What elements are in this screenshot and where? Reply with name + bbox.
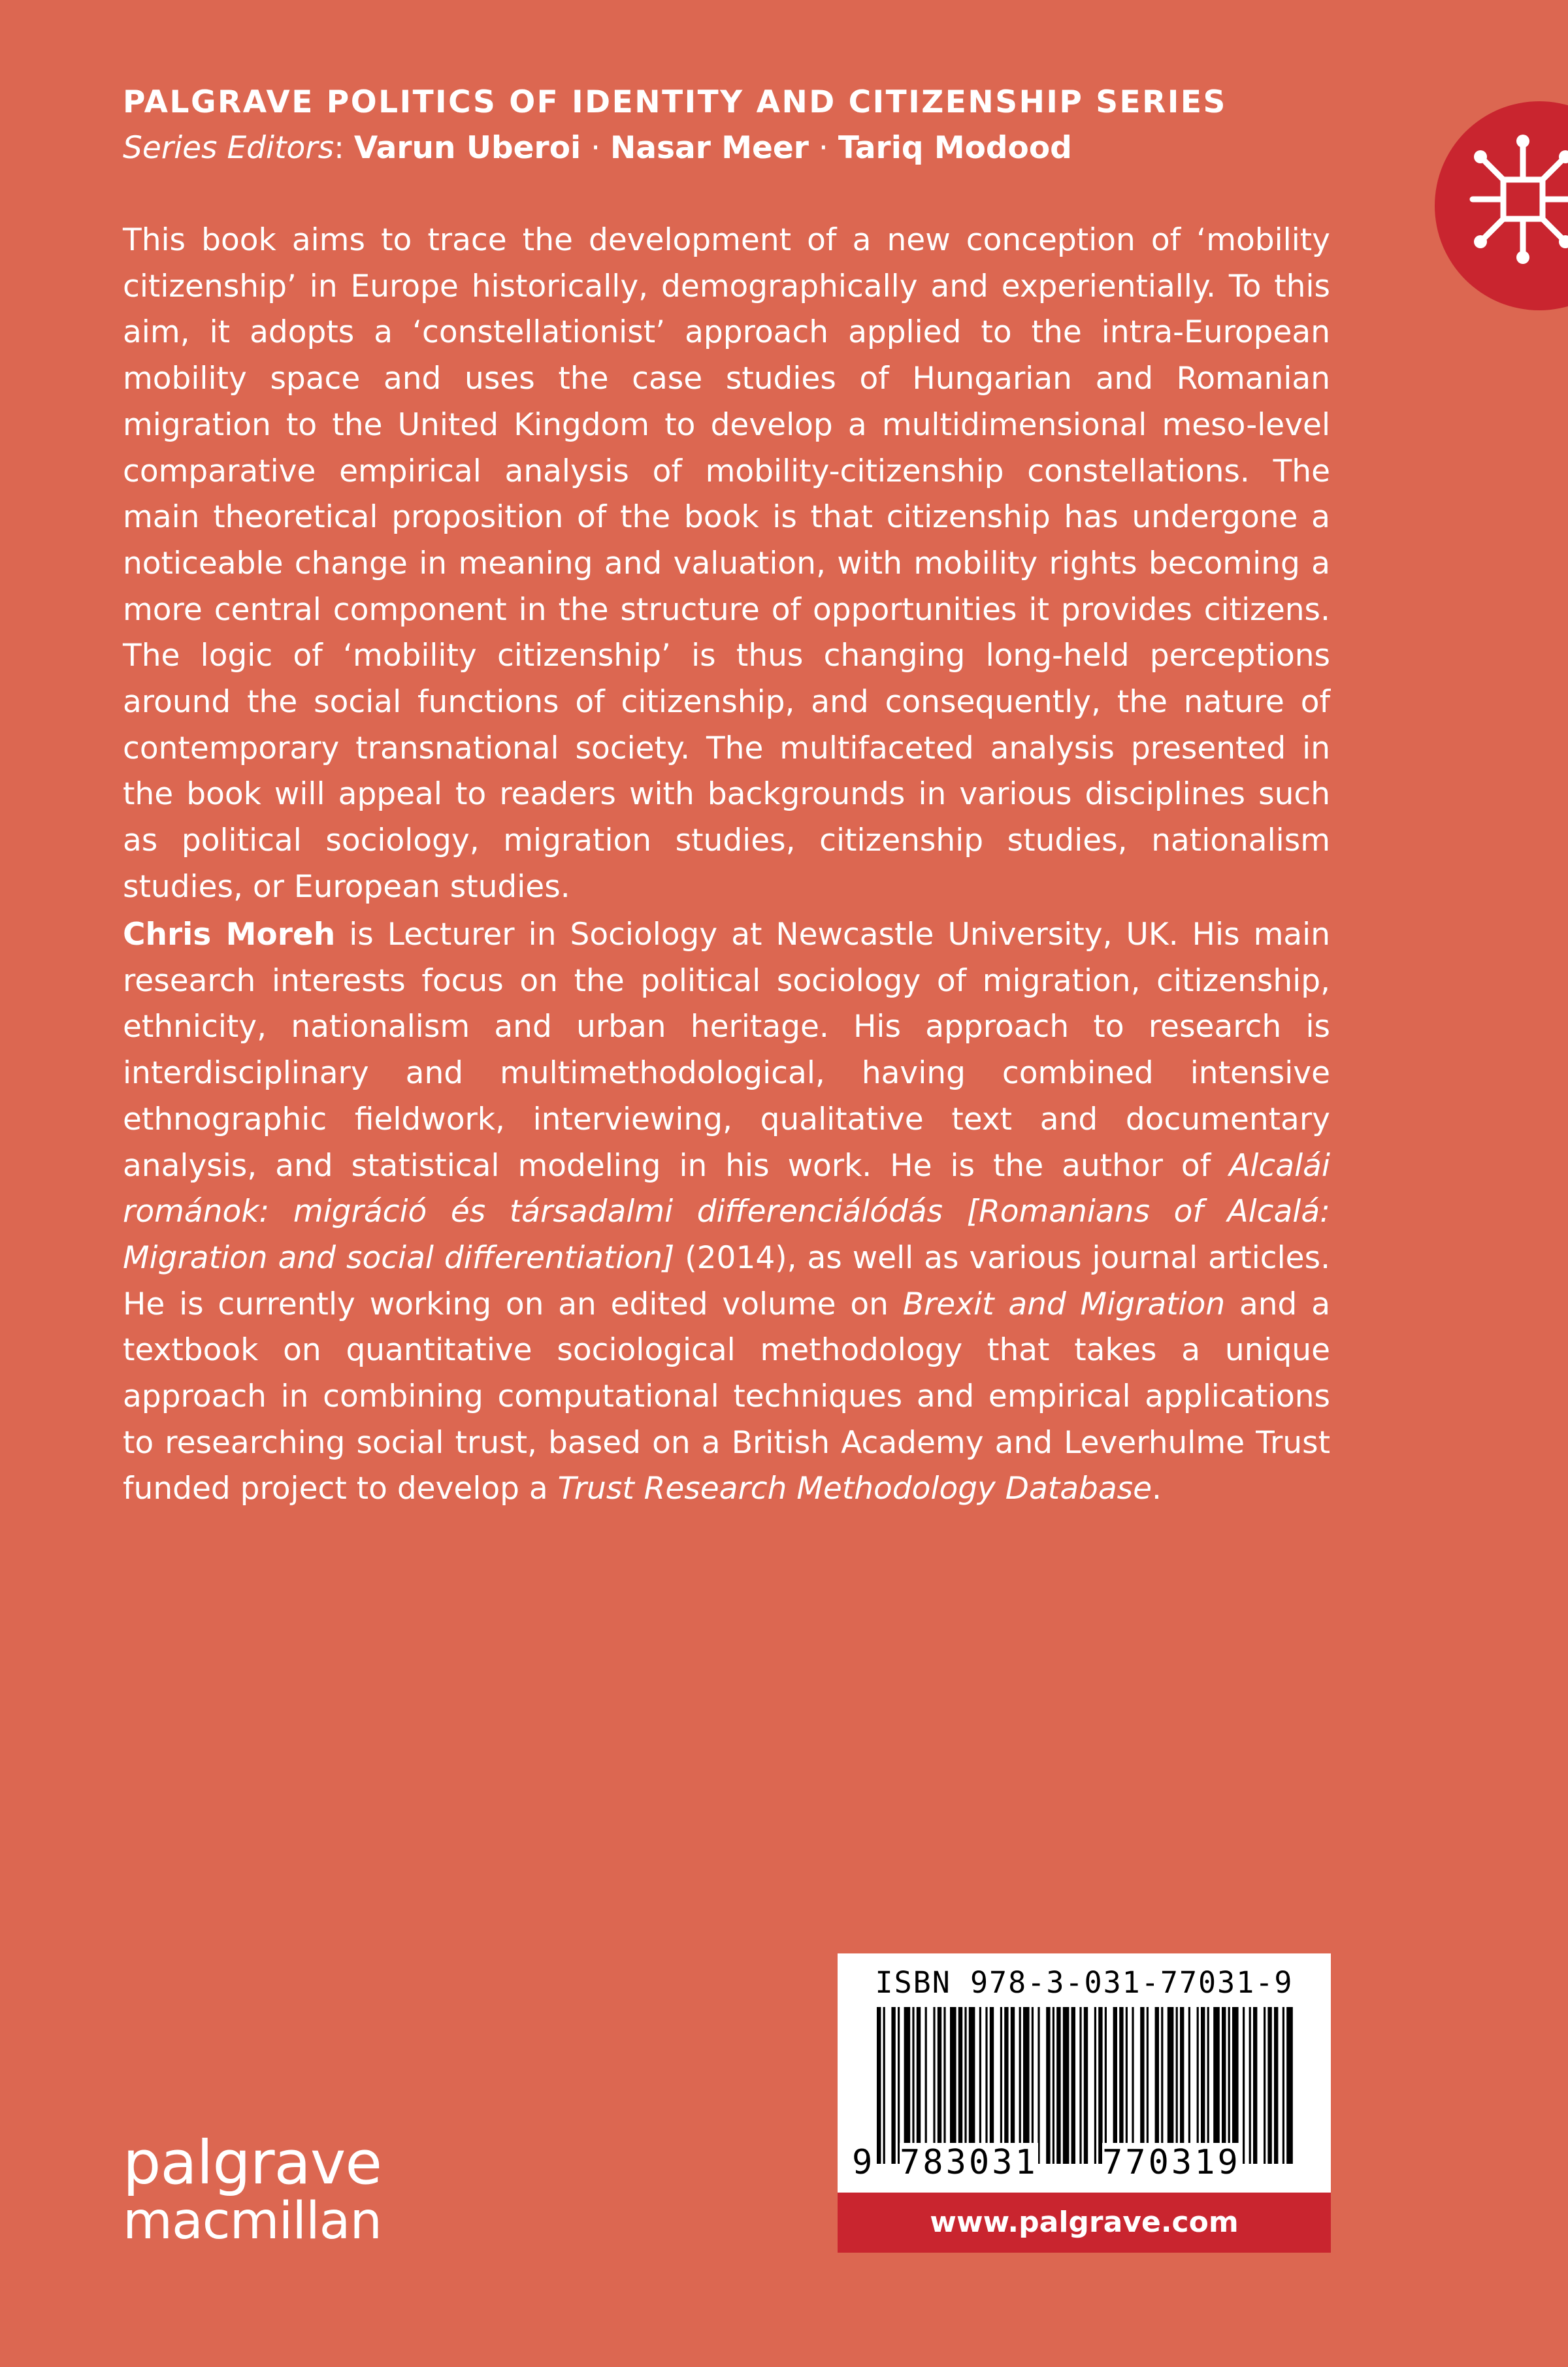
barcode-bar <box>898 2007 900 2164</box>
barcode-bar <box>979 2007 981 2164</box>
barcode-bar <box>1155 2007 1159 2164</box>
isbn-barcode <box>838 1953 1331 2185</box>
barcode-bar <box>1207 2007 1209 2164</box>
bio-text: and a textbook on quantitative sociological methodology that takes a unique approach in combining computational techniques and empirical applications to researching social trust, based on a British Academy and Leverhulme Trust funded project to develop a <box>123 1286 1331 1507</box>
barcode-bar <box>1188 2007 1190 2164</box>
barcode-digit-first: 9 <box>852 2143 875 2182</box>
barcode-bar <box>912 2007 914 2164</box>
barcode-bar <box>1274 2007 1278 2164</box>
barcode-bar <box>1004 2007 1008 2164</box>
barcode-bar <box>904 2007 911 2164</box>
barcode-bar <box>958 2007 962 2164</box>
barcode-bar <box>1098 2007 1102 2164</box>
series-header <box>123 80 1364 171</box>
barcode-bar <box>1037 2007 1039 2164</box>
barcode-bar <box>1213 2007 1220 2164</box>
barcode-bar <box>1176 2007 1178 2164</box>
publisher-logo-line2: macmillan <box>123 2192 382 2251</box>
barcode-bar <box>1084 2007 1088 2164</box>
barcode-bar <box>1267 2007 1271 2164</box>
barcode-bar <box>1168 2007 1174 2164</box>
barcode-bar <box>969 2007 975 2164</box>
barcode-bar <box>938 2007 941 2164</box>
barcode-bar <box>1264 2007 1266 2164</box>
series-editors <box>123 125 1364 171</box>
barcode-bar <box>985 2007 987 2164</box>
publisher-logo-line1: palgrave <box>123 2128 382 2198</box>
barcode-bar <box>1056 2007 1060 2164</box>
url-bar-divider <box>838 2185 1331 2193</box>
barcode-bar <box>1011 2007 1015 2164</box>
barcode-bars <box>877 2007 1295 2164</box>
publisher-logo <box>123 2128 382 2251</box>
bio-text: is Lecturer in Sociology at Newcastle University, UK. His main research interests focus on the political sociology of migration, citizenship, ethnicity, nationalism and urban heritage. His approach to research is interdisciplinary and multimethodological, having combined intensive ethnographic fieldwork, interviewing, qualitative text and documentary analysis, and statistical modeling in his work. He is the author of <box>123 917 1330 1184</box>
barcode-digits-left: 783031 <box>900 2143 1038 2182</box>
author-bio <box>123 912 1330 1512</box>
barcode-bar <box>1113 2007 1117 2164</box>
barcode-bar <box>950 2007 956 2164</box>
barcode-bar <box>1063 2007 1070 2164</box>
series-title: PALGRAVE POLITICS OF IDENTITY AND CITIZENSHIP SERIES <box>123 84 1227 120</box>
barcode-bar <box>1232 2007 1239 2164</box>
barcode-bar <box>1000 2007 1002 2164</box>
barcode-bar <box>1201 2007 1205 2164</box>
book-title-italic: Trust Research Methodology Database <box>557 1471 1152 1507</box>
series-editor-name: Nasar Meer <box>610 130 809 166</box>
barcode-bar <box>1094 2007 1096 2164</box>
series-editors-label: Series Editors <box>123 130 335 166</box>
barcode-bar <box>1046 2007 1050 2164</box>
barcode-bar <box>891 2007 895 2164</box>
editor-separator: · <box>591 130 601 166</box>
barcode-bar <box>1053 2007 1054 2164</box>
barcode-digits <box>838 2143 1331 2182</box>
book-title-italic: Brexit and Migration <box>902 1286 1226 1322</box>
barcode-bar <box>1126 2007 1128 2164</box>
author-name: Chris Moreh <box>123 917 336 953</box>
barcode-bar <box>1253 2007 1257 2164</box>
publisher-url: www.palgrave.com <box>838 2193 1331 2253</box>
barcode-bar <box>1132 2007 1134 2164</box>
barcode-bar <box>1105 2007 1107 2164</box>
barcode-bar <box>1071 2007 1075 2164</box>
barcode-bar <box>1147 2007 1149 2164</box>
barcode-bar <box>877 2007 881 2164</box>
barcode-bar <box>933 2007 935 2164</box>
series-editor-name: Varun Uberoi <box>353 130 581 166</box>
barcode-digits-right: 770319 <box>1102 2143 1241 2182</box>
barcode-bar <box>1032 2007 1034 2164</box>
palgrave-seal-icon <box>1435 101 1568 310</box>
barcode-bar <box>1228 2007 1230 2164</box>
barcode-bar <box>943 2007 945 2164</box>
barcode-bar <box>1161 2007 1163 2164</box>
bio-text: (2014), as well as various journal articles. He is currently working on an edited volume on <box>123 1239 1331 1322</box>
barcode-bar <box>1282 2007 1284 2164</box>
barcode-bar <box>1222 2007 1226 2164</box>
barcode-bar <box>1079 2007 1081 2164</box>
barcode-bar <box>990 2007 994 2164</box>
editor-separator: · <box>818 130 828 166</box>
barcode-bar <box>883 2007 885 2164</box>
series-editors-colon: : <box>334 130 344 166</box>
barcode-bar <box>1286 2007 1293 2164</box>
book-description: This book aims to trace the development of a new conception of ‘mobility citizenship’ in Europe historically, demographically and experientially. To this aim, it adopts a ‘constellationist’ approach applied to the intra-European mobility space and uses the case studies of Hungarian and Romanian migration to the United Kingdom to develop a multidimensional meso-level comparative empirical analysis of mobility-citizenship constellations. The main theoretical proposition of the book is that citizenship has undergone a noticeable change in meaning and valuation, with mobility rights becoming a more central component in the structure of opportunities it provides citizens. The logic of ‘mobility citizenship’ is thus changing long-held perceptions around the social functions of citizenship, and consequently, the nature of contemporary transnational society. The multifaceted analysis presented in the book will appeal to readers with backgrounds in various disciplines such as political sociology, migration studies, citizenship studies, nationalism studies, or European studies. <box>123 222 1330 905</box>
barcode-bar <box>917 2007 921 2164</box>
bio-end: . <box>1152 1471 1162 1507</box>
series-editor-name: Tariq Modood <box>838 130 1072 166</box>
barcode-bar <box>964 2007 966 2164</box>
barcode-bar <box>925 2007 927 2164</box>
barcode-bar <box>1180 2007 1184 2164</box>
barcode-bar <box>1023 2007 1030 2164</box>
barcode-bar <box>1119 2007 1123 2164</box>
barcode-bar <box>1019 2007 1021 2164</box>
barcode-bar <box>1249 2007 1251 2164</box>
book-title-italic: Alcalái románok: migráció és társadalmi differenciálódás [Romanians of Alcalá: Migration and social differentiation] <box>123 1147 1330 1276</box>
barcode-bar <box>1243 2007 1245 2164</box>
barcode-bar <box>1197 2007 1199 2164</box>
barcode-bar <box>1140 2007 1144 2164</box>
isbn-label: ISBN 978-3-031-77031-9 <box>875 1965 1294 2000</box>
